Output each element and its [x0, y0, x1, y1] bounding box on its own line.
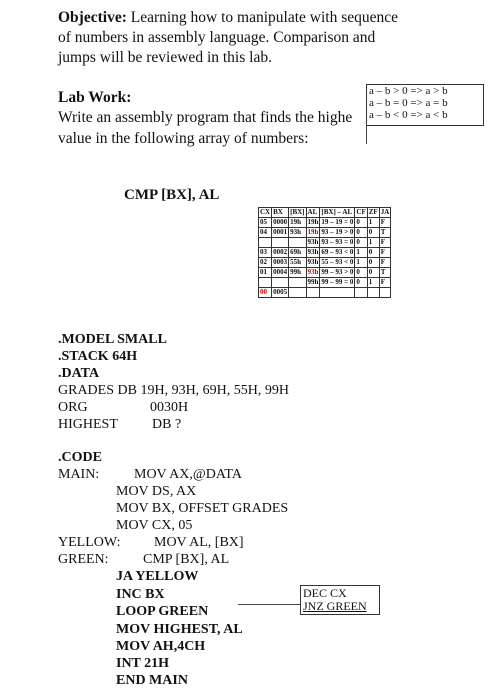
- trace-cell: 1: [355, 248, 367, 258]
- green-label: GREEN:: [58, 552, 109, 567]
- trace-cell: F: [379, 258, 391, 268]
- trace-cell: 93h: [289, 228, 306, 238]
- trace-cell: [289, 278, 306, 288]
- trace-cell: F: [379, 238, 391, 248]
- org-value: 0030H: [150, 400, 189, 415]
- trace-cell: [259, 238, 272, 248]
- trace-cell: 0003: [273, 258, 288, 266]
- mov-ds-instruction: MOV DS, AX: [116, 484, 197, 499]
- mov-cx-instruction: MOV CX, 05: [116, 518, 193, 533]
- trace-cell: [272, 278, 289, 288]
- trace-cell: 04: [259, 228, 272, 238]
- objective-line-2: of numbers in assembly language. Comparison and: [58, 29, 376, 46]
- trace-cell: 1: [367, 238, 379, 248]
- trace-cell: T: [379, 228, 391, 238]
- trace-cell: 0001: [273, 228, 288, 236]
- trace-header-row: [259, 208, 391, 218]
- yellow-label: YELLOW:: [58, 535, 121, 550]
- mov-al-instruction: MOV AL, [BX]: [154, 535, 244, 550]
- code-directive: .CODE: [58, 450, 102, 465]
- mov-bx-instruction: MOV BX, OFFSET GRADES: [116, 501, 289, 516]
- trace-header-cell: [BX]: [290, 208, 305, 216]
- trace-cell: 0: [367, 258, 379, 268]
- trace-cell: 00: [259, 288, 272, 298]
- objective-text: Learning how to manipulate with sequence: [126, 9, 399, 26]
- trace-cell: T: [379, 268, 391, 278]
- objective-line-1: [58, 8, 398, 28]
- comparison-note-line-1: a – b > 0 => a > b: [369, 85, 448, 97]
- trace-cell: [320, 288, 355, 298]
- trace-cell: 02: [259, 258, 272, 268]
- trace-cell: 19h: [307, 218, 319, 226]
- trace-cell: F: [379, 278, 391, 288]
- trace-cell: 0: [355, 278, 367, 288]
- trace-cell: F: [379, 218, 391, 228]
- trace-cell: 0005: [273, 288, 288, 296]
- grades-declaration: GRADES DB 19H, 93H, 69H, 55H, 99H: [58, 383, 290, 398]
- trace-table: [258, 207, 391, 298]
- trace-cell: 0: [355, 268, 367, 278]
- trace-cell: [289, 238, 306, 248]
- trace-row: [259, 238, 391, 248]
- trace-cell: 03: [259, 248, 272, 258]
- labwork-line-2: value in the following array of numbers:: [58, 130, 309, 147]
- trace-cell: 55h: [289, 258, 306, 268]
- loop-instruction: LOOP GREEN: [116, 604, 209, 619]
- mov-ah-instruction: MOV AH,4CH: [116, 639, 206, 654]
- trace-cell: [306, 288, 320, 298]
- trace-cell: 19 – 19 = 0: [321, 218, 354, 226]
- loop-note-box: [300, 585, 380, 615]
- trace-cell: 99 – 99 = 0: [321, 278, 354, 286]
- loop-note-line-2: JNZ GREEN: [303, 599, 367, 613]
- trace-cell: 69h: [289, 248, 306, 258]
- trace-cell: 0: [355, 218, 367, 228]
- highest-keyword: HIGHEST: [58, 417, 118, 432]
- ja-instruction: JA YELLOW: [116, 569, 199, 584]
- labwork-label: Lab Work:: [58, 89, 132, 106]
- note-connector: [366, 122, 367, 144]
- trace-row: [259, 278, 391, 288]
- trace-cell: [379, 288, 391, 298]
- end-directive: END MAIN: [116, 673, 188, 688]
- trace-cell: 93h: [307, 258, 319, 266]
- trace-cell: 93 – 19 > 0: [321, 228, 354, 236]
- trace-cell: 1: [355, 258, 367, 268]
- trace-header-cell: JA: [380, 208, 390, 216]
- trace-cell: 0: [367, 248, 379, 258]
- trace-cell: 01: [259, 268, 272, 278]
- trace-cell: 0000: [273, 218, 288, 226]
- trace-cell: [355, 288, 367, 298]
- trace-header-cell: BX: [272, 208, 289, 218]
- highest-value: DB ?: [152, 417, 182, 432]
- trace-row: [259, 268, 391, 278]
- trace-cell: 0: [367, 228, 379, 238]
- objective-line-3: jumps will be reviewed in this lab.: [58, 49, 272, 66]
- trace-cell: 93h: [307, 268, 319, 276]
- trace-cell: 99 – 93 > 0: [321, 268, 354, 276]
- trace-row: [259, 248, 391, 258]
- trace-cell: [367, 288, 379, 298]
- main-label: MAIN:: [58, 467, 100, 482]
- trace-cell: 0004: [273, 268, 288, 276]
- trace-cell: [272, 238, 289, 248]
- trace-cell: 19h: [289, 218, 306, 228]
- trace-cell: 99h: [307, 278, 319, 286]
- trace-row: [259, 288, 391, 298]
- comparison-note-box: [366, 84, 484, 126]
- trace-header-cell: ZF: [368, 208, 378, 216]
- trace-cell: 93h: [307, 248, 319, 256]
- data-directive: .DATA: [58, 366, 100, 381]
- trace-cell: [259, 278, 272, 288]
- trace-cell: 93 – 93 = 0: [321, 238, 354, 246]
- trace-cell: 1: [367, 278, 379, 288]
- trace-cell: 1: [367, 218, 379, 228]
- trace-cell: [289, 288, 306, 298]
- trace-header-cell: CF: [356, 208, 366, 216]
- trace-cell: 19h: [307, 228, 319, 236]
- trace-cell: F: [379, 248, 391, 258]
- trace-cell: 0002: [273, 248, 288, 256]
- mov-highest-instruction: MOV HIGHEST, AL: [116, 622, 243, 637]
- trace-cell: 0: [367, 268, 379, 278]
- cmp-instruction: CMP [BX], AL: [143, 552, 230, 567]
- trace-row: [259, 218, 391, 228]
- comparison-note-line-3: a – b < 0 => a < b: [369, 109, 448, 121]
- trace-cell: 93h: [307, 238, 319, 246]
- cmp-heading: CMP [BX], AL: [124, 187, 220, 203]
- mov-ax-instruction: MOV AX,@DATA: [134, 467, 242, 482]
- trace-cell: 55 – 93 < 0: [321, 258, 354, 266]
- labwork-line-1: Write an assembly program that finds the highe: [58, 109, 353, 126]
- objective-label: Objective:: [58, 9, 127, 26]
- trace-cell: 0: [355, 238, 367, 248]
- int-instruction: INT 21H: [116, 656, 170, 671]
- model-directive: .MODEL SMALL: [58, 332, 167, 347]
- trace-header-cell: CX: [260, 208, 271, 216]
- trace-cell: 0: [355, 228, 367, 238]
- org-keyword: ORG: [58, 400, 88, 415]
- comparison-note-line-2: a – b = 0 => a = b: [369, 97, 448, 109]
- trace-row: [259, 258, 391, 268]
- trace-row: [259, 228, 391, 238]
- trace-header-cell: AL: [306, 208, 320, 218]
- loop-note-line-1: DEC CX: [303, 586, 347, 600]
- trace-cell: 69 – 93 < 0: [321, 248, 354, 256]
- stack-directive: .STACK 64H: [58, 349, 138, 364]
- trace-header-cell: [BX] – AL: [320, 208, 355, 218]
- trace-cell: 05: [259, 218, 272, 228]
- inc-instruction: INC BX: [116, 587, 165, 602]
- loop-connector-line: [238, 604, 300, 605]
- trace-cell: 99h: [289, 268, 306, 278]
